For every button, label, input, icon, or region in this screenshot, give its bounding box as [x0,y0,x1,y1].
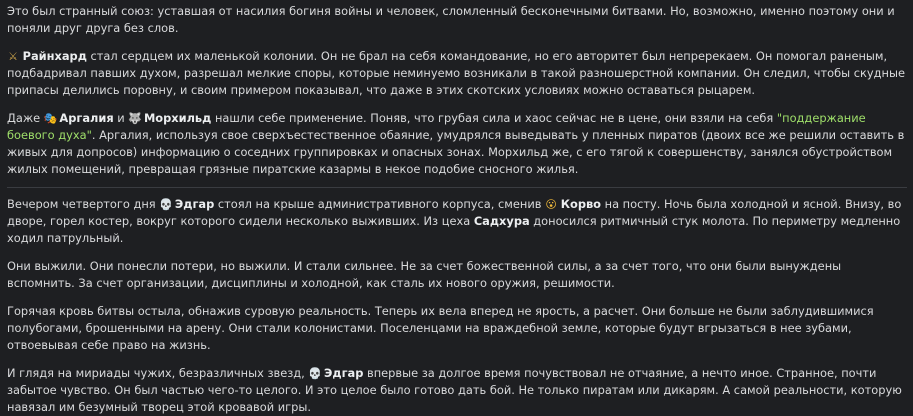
paragraph-3-text-1: нашли себе применение. Поняв, что грубая сила и хаос сейчас не в цене, они взяли на себя [211,111,777,125]
paragraph-7 [7,365,907,416]
character-name-morhild: Морхильд [143,111,212,125]
paragraph-3-conj: и [113,111,129,125]
paragraph-2 [7,48,907,99]
paragraph-7-text: впервые за долгое время почувствовал не отчаяние, а нечто иное. Странное, почти забытое чувство. Он был частью чего-то целого. И это целое было готово дать бой. Не только пиратам или дикарям. А самой реальности, которую навязал им безумный творец этой кровавой игры. [7,366,902,414]
skull-icon: 💀 [159,198,173,211]
paragraph-7-lead: И глядя на мириады чужих, безразличных звезд, [7,366,309,380]
surprised-face-icon: 😮 [545,198,557,211]
skull-icon: 💀 [308,367,323,380]
paragraph-5 [7,258,907,292]
paragraph-1 [7,3,907,37]
divider [7,187,907,188]
paragraph-1-text: Это был странный союз: уставшая от насилия богиня войны и человек, сломленный бесконечными битвами. Но, возможно, именно поэтому они и поняли друг друга без слов. [7,4,895,35]
paragraph-3 [7,110,907,178]
paragraph-4 [7,196,907,247]
character-name-edgar: Эдгар [324,366,364,380]
paragraph-3-text-2: . Аргалия, используя свое сверхъестественное обаяние, умудрялся выведывать у пленных пиратов (двоих все же решили оставить в живых для допросов) информацию о соседних группировках и опасных зонах. Морхильд же, с его тягой к совершенству, занялся обустройством жилых помещений, превращая грязные пиратские казармы в некое подобие сносного жилья. [7,128,905,176]
wolf-icon: 🐺 [128,112,143,125]
character-name-edgar: Эдгар [174,197,215,211]
paragraph-6-text: Горячая кровь битвы остыла, обнажив суровую реальность. Теперь их вела вперед не ярость, а расчет. Они больше не были заблудившимися полубогами, брошенными на арену. Они стали колонистами. Поселенцами на враждебной земле, которые будут вгрызаться в нее зубами, отвоевывая себе право на жизнь. [7,304,874,352]
character-name-corvo: Корво [560,197,602,211]
character-name-reinhard: Райнхард [22,49,87,63]
paragraph-2-text: стал сердцем их маленькой колонии. Он не брал на себя командование, но его авторитет был непререкаем. Он помогал раненым, подбадривал павших духом, разрешал мелкие споры, которые неминуемо возникали в такой разношерстной компании. Он следил, чтобы скудные припасы делились поровну, и своим примером показывал, что даже в этих скотских условиях можно оставаться рыцарем. [7,49,905,97]
theater-masks-icon: 🎭 [43,112,58,125]
paragraph-4-end: доносился ритмичный стук молота. По периметру медленно ходил патрульный. [7,214,901,245]
character-name-sadhura: Садхура [473,214,530,228]
paragraph-4-lead: Вечером четвертого дня [7,197,160,211]
character-name-argalia: Аргалия [59,111,114,125]
paragraph-6 [7,303,907,354]
paragraph-4-mid-2: на посту. Ночь была холодной и ясной. Внизу, во дворе, горел костер, вокруг которого сидели несколько выживших. Из цеха [7,197,902,228]
paragraph-3-lead: Даже [7,111,44,125]
paragraph-4-mid-1: стоял на крыше административного корпуса, сменив [214,197,546,211]
morale-highlight: "поддержание боевого духа" [7,111,866,142]
paragraph-5-text: Они выжили. Они понесли потери, но выжили. И стали сильнее. Не за счет божественной силы, а за счет того, что они были вынуждены вспомнить. За счет организации, дисциплины и холодной, как сталь их нового оружия, решимости. [7,259,842,290]
crossed-swords-icon: ⚔ [8,50,18,63]
